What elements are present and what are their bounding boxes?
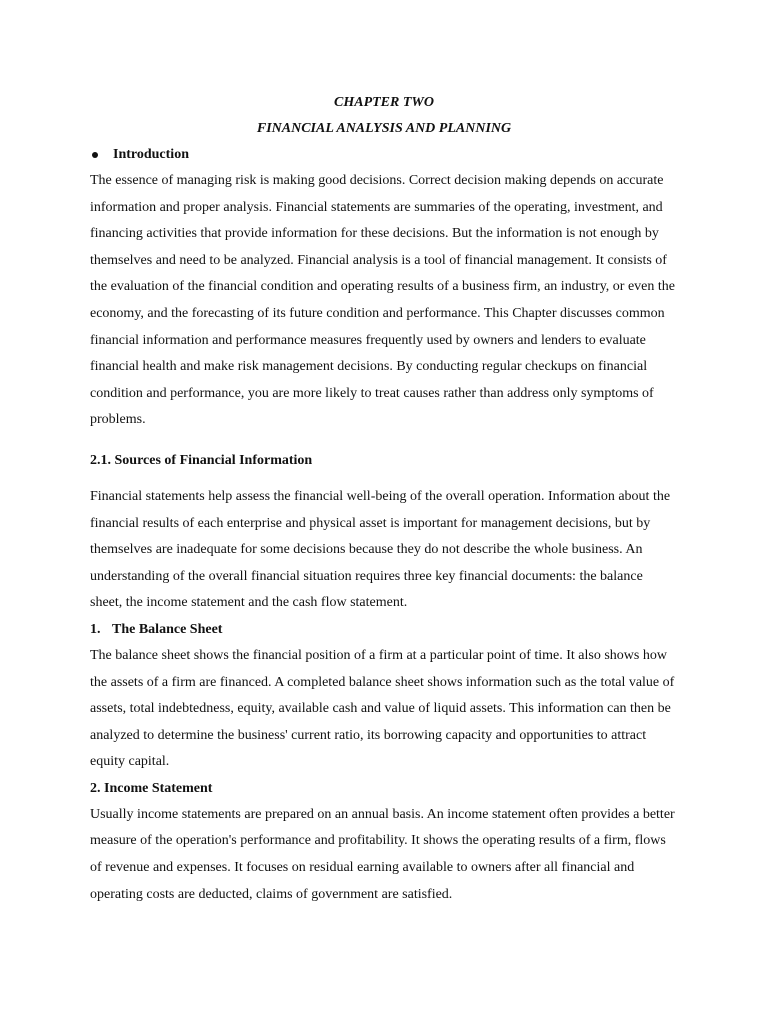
balance-sheet-paragraph: The balance sheet shows the financial position of a firm at a particular point of time. It also shows how the assets of a firm are financed. A completed balance sheet shows information such as the total value of assets, total indebtedness, equity, available cash and value of liquid assets. This information can then be analyzed to determine the business' current ratio, its borrowing capacity and opportunities to attract equity capital. [90,647,675,770]
chapter-title: CHAPTER TWO [334,95,434,110]
chapter-subtitle: FINANCIAL ANALYSIS AND PLANNING [256,121,512,136]
balance-sheet-heading-text: The Balance Sheet [112,621,223,637]
section-2-1-heading: 2.1. Sources of Financial Information [90,452,313,468]
intro-paragraph: The essence of managing risk is making good decisions. Correct decision making depends on accurate information and proper analysis. Financial statements are summaries of the operating, investment, and financing activities that provide information for these decisions. But the information is not enough by themselves and need to be analyzed. Financial analysis is a tool of financial management. It consists of the evaluation of the financial condition and operating results of a business firm, an industry, or even the economy, and the forecasting of its future condition and performance. This Chapter discusses common financial information and performance measures frequently used by owners and lenders to evaluate financial health and make risk management decisions. By conducting regular checkups on financial condition and performance, you are more likely to treat causes rather than address only symptoms of problems. [90,173,675,428]
bullet-icon [92,152,98,158]
balance-sheet-number: 1. [90,621,101,637]
income-statement-heading: 2. Income Statement [90,780,213,796]
balance-sheet-heading [90,617,678,643]
intro-heading [90,142,678,168]
intro-heading-text: Introduction [113,147,189,162]
section-2-1-paragraph: Financial statements help assess the financial well-being of the overall operation. Information about the financial results of each enterprise and physical asset is important for management decisions, but by themselves are inadequate for some decisions because they do not describe the whole business. An understanding of the overall financial situation requires three key financial documents: the balance sheet, the income statement and the cash flow statement. [90,488,671,611]
income-statement-paragraph: Usually income statements are prepared on an annual basis. An income statement often provides a better measure of the operation's performance and profitability. It shows the operating results of a firm, flows of revenue and expenses. It focuses on residual earning available to owners after all financial and operating costs are deducted, claims of government are satisfied. [90,806,675,902]
